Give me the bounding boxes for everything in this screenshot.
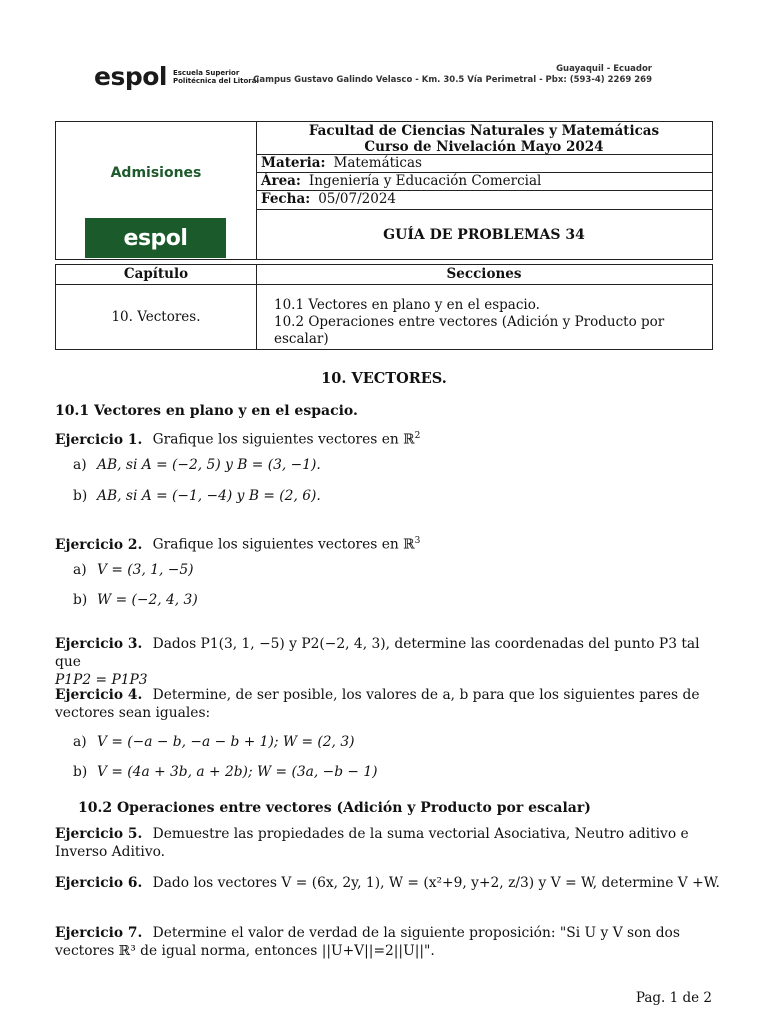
espol-logo xyxy=(94,62,259,91)
exercise-1b: b) AB, si A = (−1, −4) y B = (2, 6). xyxy=(73,488,321,504)
exercise-3: Ejercicio 3. Dados P1(3, 1, −5) y P2(−2, 4, 3), determine las coordenadas del punto P3 tal que P1P2 = P1P3 xyxy=(55,636,700,688)
admisiones-label: Admisiones xyxy=(110,165,202,181)
logo-tagline: Escuela Superior Politécnica del Litoral xyxy=(172,68,259,85)
section-item: 10.2 Operaciones entre vectores (Adición y Producto por escalar) xyxy=(274,314,665,347)
exercise-1a: a) AB, si A = (−2, 5) y B = (3, −1). xyxy=(73,457,321,473)
section-item: 10.1 Vectores en plano y en el espacio. xyxy=(274,297,540,313)
table-header xyxy=(56,265,712,285)
col-header-secciones: Secciones xyxy=(446,266,522,282)
area-row: Área: Ingeniería y Educación Comercial xyxy=(256,173,712,191)
info-box-right xyxy=(256,122,712,259)
main-title: 10. VECTORES. xyxy=(321,370,447,387)
exercise-4b: b) V = (4a + 3b, a + 2b); W = (3a, −b − 1) xyxy=(73,764,378,780)
exercise-2a: a) V = (3, 1, −5) xyxy=(73,562,194,578)
exercise-7: Ejercicio 7. Determine el valor de verdad de la siguiente proposición: "Si U y V son dos vectores ℝ³ de igual norma, entonces ||U+V||=2||U||". xyxy=(55,925,680,959)
fecha-row: Fecha: 05/07/2024 xyxy=(256,191,712,210)
chapter-cell: 10. Vectores. xyxy=(56,285,257,349)
guide-title: GUÍA DE PROBLEMAS 34 xyxy=(383,226,585,243)
chapter-table xyxy=(55,264,713,350)
info-box xyxy=(55,121,713,260)
section2-title: 10.2 Operaciones entre vectores (Adición y Producto por escalar) xyxy=(78,800,591,816)
info-box-left xyxy=(56,122,257,259)
exercise-5: Ejercicio 5. Demuestre las propiedades de la suma vectorial Asociativa, Neutro aditivo e Inverso Aditivo. xyxy=(55,826,689,860)
section1-title: 10.1 Vectores en plano y en el espacio. xyxy=(55,403,358,419)
exercise-2: Ejercicio 2. Grafique los siguientes vectores en ℝ$^3$ xyxy=(55,536,421,553)
logo-word: espol xyxy=(94,62,167,91)
exercise-2b: b) W = (−2, 4, 3) xyxy=(73,592,198,608)
espol-badge: espol xyxy=(85,218,226,258)
exercise-4a: a) V = (−a − b, −a − b + 1); W = (2, 3) xyxy=(73,734,355,750)
page-number: Pag. 1 de 2 xyxy=(635,990,712,1006)
sections-cell xyxy=(274,297,712,348)
exercise-6: Ejercicio 6. Dado los vectores V = (6x, 2y, 1), W = (x²+9, y+2, z/3) y V = W, determine V +W. xyxy=(55,875,720,891)
col-header-capitulo: Capítulo xyxy=(56,265,257,284)
exercise-4: Ejercicio 4. Determine, de ser posible, los valores de a, b para que los siguientes pares de vectores sean iguales: xyxy=(55,687,700,721)
faculty-header: Facultad de Ciencias Naturales y Matemáticas Curso de Nivelación Mayo 2024 xyxy=(256,122,712,155)
exercise-1: Ejercicio 1. Grafique los siguientes vectores en ℝ$^2$ xyxy=(55,431,421,448)
address-line-1: Guayaquil - Ecuador xyxy=(556,64,652,74)
address-line-2: Campus Gustavo Galindo Velasco - Km. 30.5 Vía Perimetral - Pbx: (593-4) 2269 269 xyxy=(253,75,652,85)
materia-row: Materia: Matemáticas xyxy=(256,155,712,173)
